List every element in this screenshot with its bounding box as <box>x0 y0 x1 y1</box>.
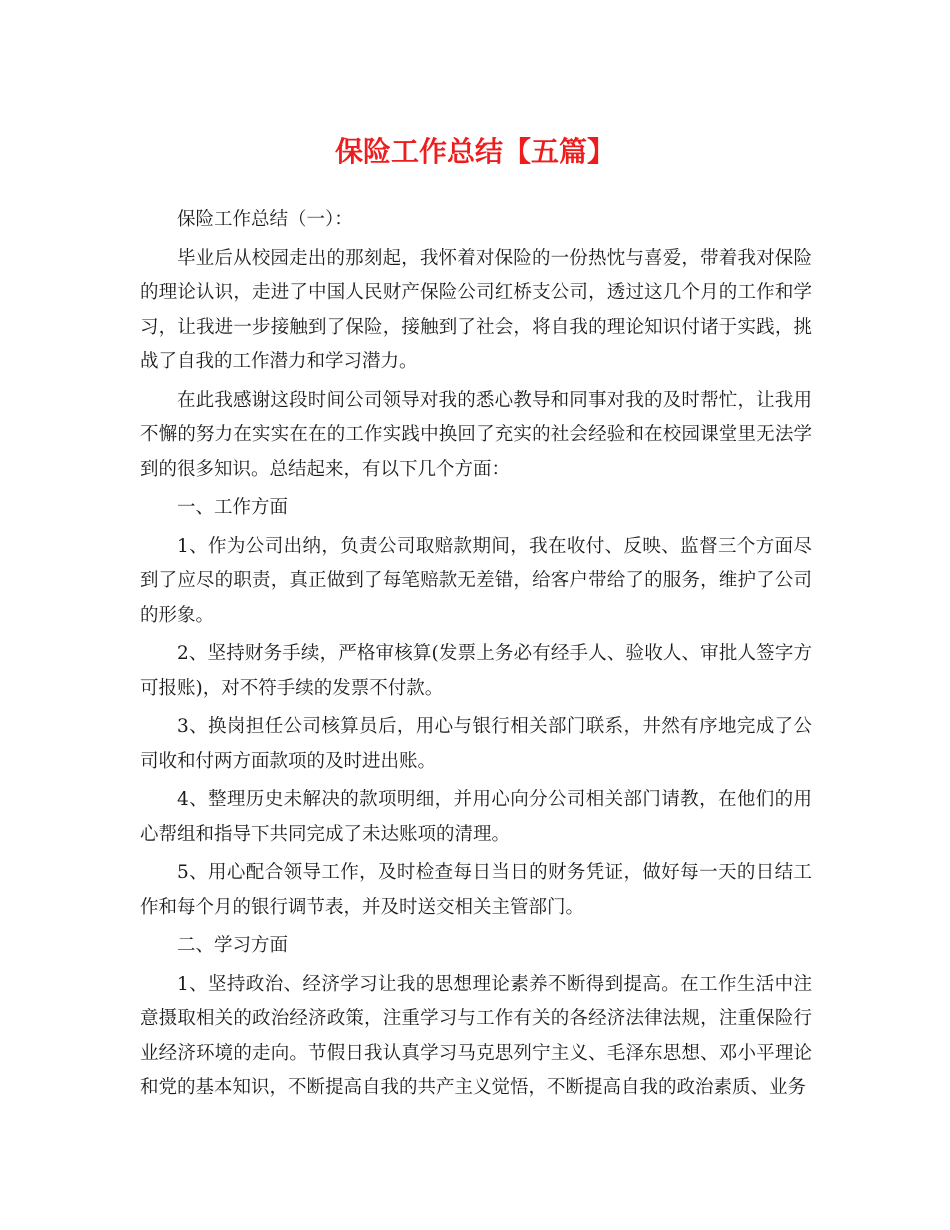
work-item-1: 1、作为公司出纳，负责公司取赔款期间，我在收付、反映、监督三个方面尽到了应尽的职责，真正做到了每笔赔款无差错，给客户带给了的服务，维护了公司的形象。 <box>140 535 812 626</box>
work-item-4: 4、整理历史未解决的款项明细，并用心向分公司相关部门请教，在他们的用心帮组和指导下共同完成了未达账项的清理。 <box>140 789 812 845</box>
work-item-5: 5、用心配合领导工作，及时检查每日当日的财务凭证，做好每一天的日结工作和每个月的银行调节表，并及时送交相关主管部门。 <box>140 862 812 918</box>
paragraph-intro: 毕业后从校园走出的那刻起，我怀着对保险的一份热忱与喜爱，带着我对保险的理论认识，走进了中国人民财产保险公司红桥支公司，透过这几个月的工作和学习，让我进一步接触到了保险，接触到了社会，将自我的理论知识付诸于实践，挑战了自我的工作潜力和学习潜力。 <box>140 247 812 372</box>
subheading-work: 一、工作方面 <box>177 497 289 518</box>
section-heading-one: 保险工作总结（一）： <box>177 209 353 230</box>
paragraph-thanks: 在此我感谢这段时间公司领导对我的悉心教导和同事对我的及时帮忙，让我用不懈的努力在实实在在的工作实践中换回了充实的社会经验和在校园课堂里无法学到的很多知识。总结起来，有以下几个方面： <box>140 389 812 480</box>
document-title: 保险工作总结【五篇】 <box>334 135 615 168</box>
document-body <box>140 203 812 1110</box>
work-item-3: 3、换岗担任公司核算员后，用心与银行相关部门联系，井然有序地完成了公司收和付两方面款项的及时进出账。 <box>140 716 812 772</box>
subheading-study: 二、学习方面 <box>177 935 289 956</box>
study-item-1: 1、坚持政治、经济学习让我的思想理论素养不断得到提高。在工作生活中注意摄取相关的政治经济政策，注重学习与工作有关的各经济法律法规，注重保险行业经济环境的走向。节假日我认真学习马克思列宁主义、毛泽东思想、邓小平理论和党的基本知识，不断提高自我的共产主义觉悟，不断提高自我的政治素质、业务 <box>140 973 812 1098</box>
work-item-2: 2、坚持财务手续，严格审核算(发票上务必有经手人、验收人、审批人签字方可报账)，对不符手续的发票不付款。 <box>140 643 812 699</box>
